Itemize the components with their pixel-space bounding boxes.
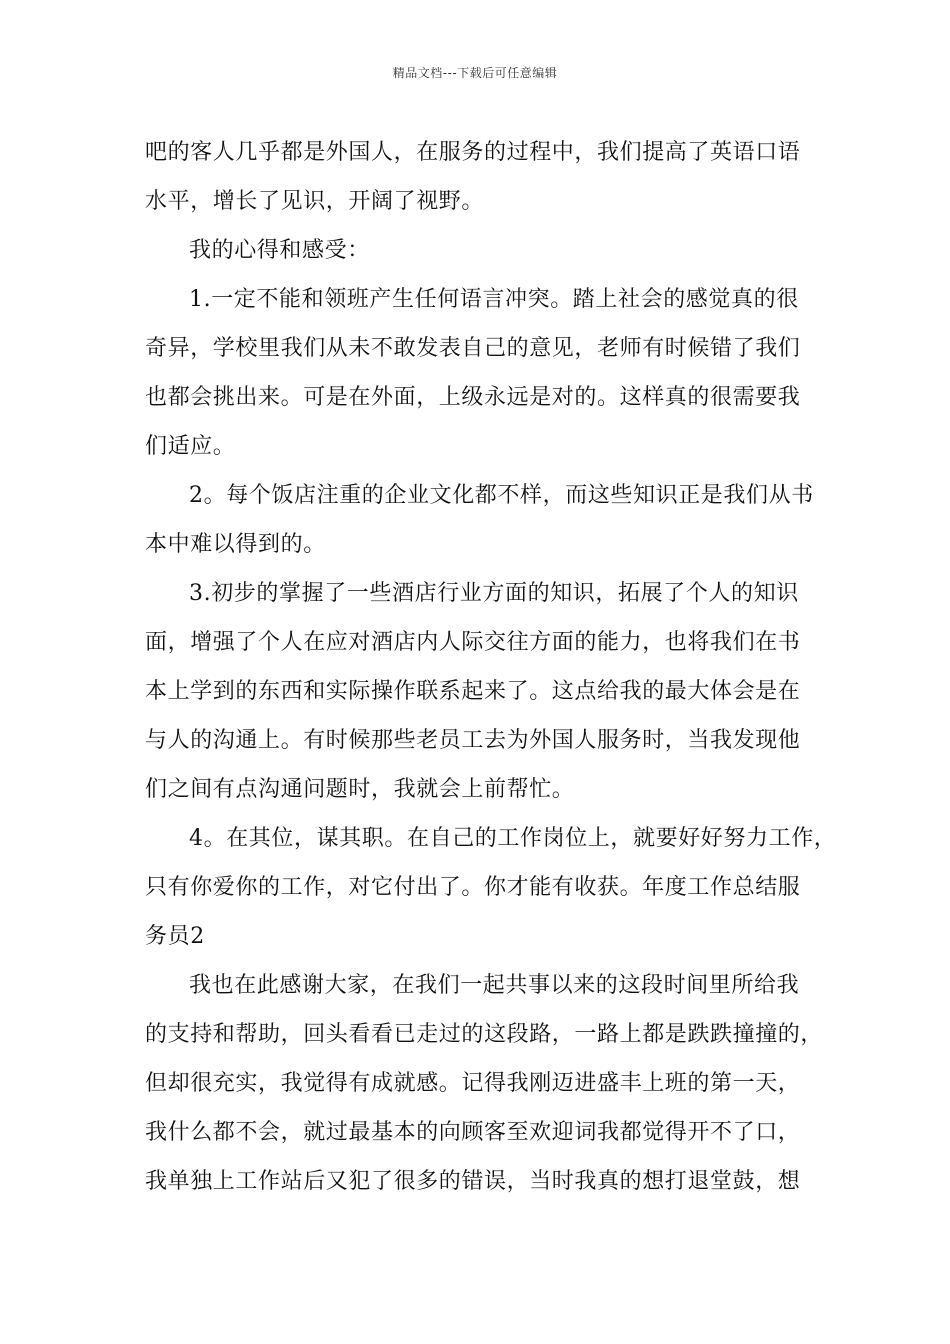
text-line: 务员2	[145, 924, 205, 949]
text-line: 1.一定不能和领班产生任何语言冲突。踏上社会的感觉真的很	[189, 287, 799, 312]
text-line: 们之间有点沟通问题时，我就会上前帮忙。	[145, 777, 575, 802]
text-line: 3.初步的掌握了一些酒店行业方面的知识，拓展了个人的知识	[189, 581, 799, 606]
text-line: 我的心得和感受：	[189, 238, 370, 263]
text-line: 我什么都不会，就过最基本的向顾客至欢迎词我都觉得开不了口，	[145, 1120, 801, 1145]
text-line: 奇异，学校里我们从未不敢发表自己的意见，老师有时候错了我们	[145, 336, 801, 361]
text-line: 我也在此感谢大家，在我们一起共事以来的这段时间里所给我	[189, 973, 800, 998]
text-line: 本中难以得到的。	[145, 532, 326, 557]
text-line: 但却很充实，我觉得有成就感。记得我刚迈进盛丰上班的第一天，	[145, 1071, 801, 1096]
text-line: 吧的客人几乎都是外国人，在服务的过程中，我们提高了英语口语	[145, 140, 801, 165]
text-line: 本上学到的东西和实际操作联系起来了。这点给我的最大体会是在	[145, 679, 801, 704]
text-line: 4。在其位，谋其职。在自己的工作岗位上，就要好好努力工作，	[189, 826, 837, 851]
text-line: 也都会挑出来。可是在外面，上级永远是对的。这样真的很需要我	[145, 385, 801, 410]
text-line: 我单独上工作站后又犯了很多的错误，当时我真的想打退堂鼓，想	[145, 1169, 801, 1194]
text-line: 们适应。	[145, 434, 236, 459]
text-line: 面，增强了个人在应对酒店内人际交往方面的能力，也将我们在书	[145, 630, 801, 655]
text-line: 与人的沟通上。有时候那些老员工去为外国人服务时，当我发现他	[145, 728, 801, 753]
text-line: 只有你爱你的工作，对它付出了。你才能有收获。年度工作总结服	[145, 875, 801, 900]
document-body	[145, 128, 837, 1206]
page-header: 精品文档---下载后可任意编辑	[392, 66, 558, 80]
text-line: 水平，增长了见识，开阔了视野。	[145, 189, 485, 214]
text-line: 的支持和帮助，回头看看已走过的这段路，一路上都是跌跌撞撞的，	[145, 1022, 824, 1047]
text-line: 2。每个饭店注重的企业文化都不样，而这些知识正是我们从书	[189, 483, 814, 508]
